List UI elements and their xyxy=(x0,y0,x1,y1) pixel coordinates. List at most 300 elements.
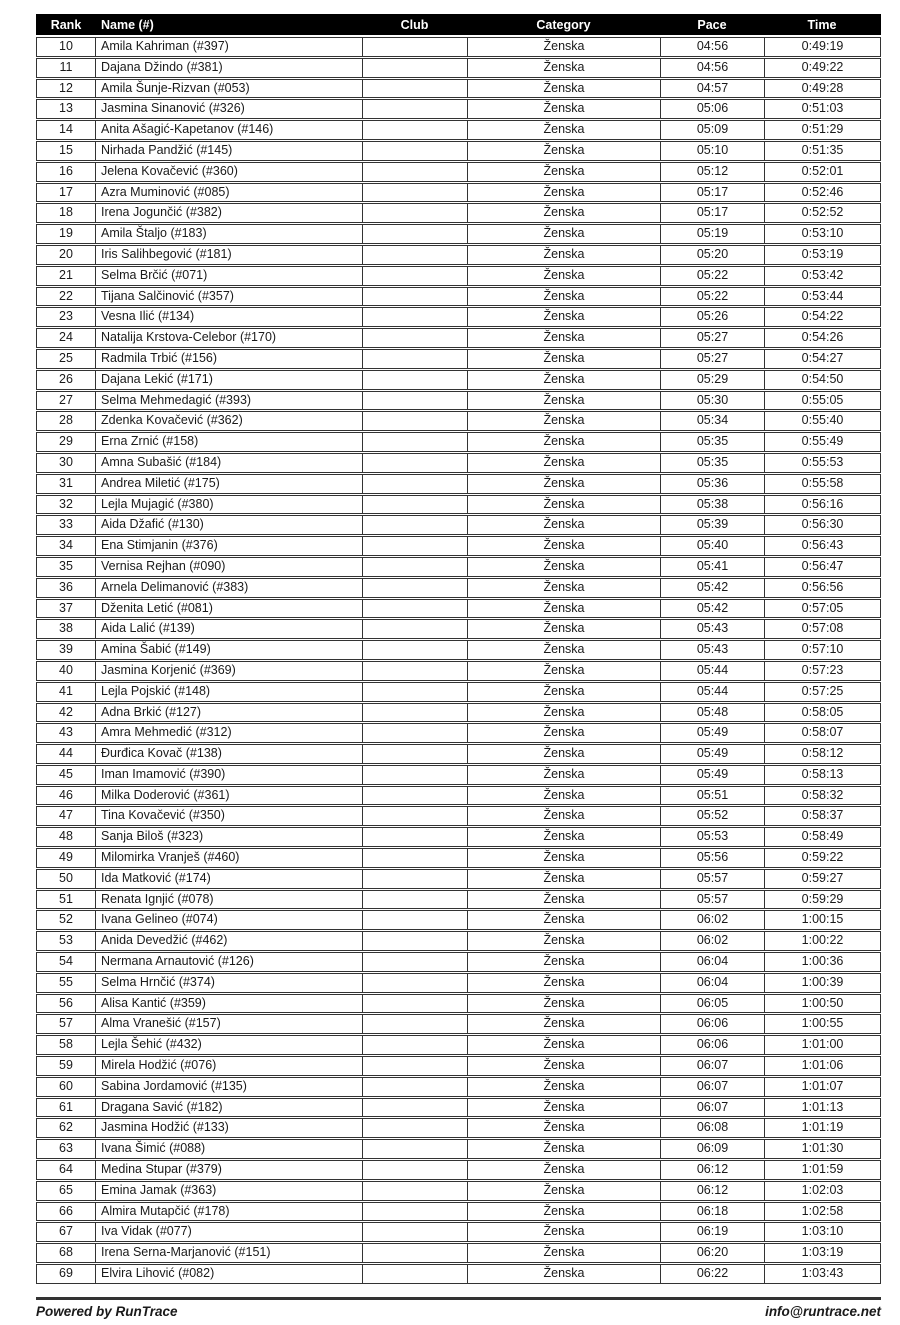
club-cell xyxy=(362,454,467,472)
name-cell: Zdenka Kovačević (#362) xyxy=(95,412,362,430)
pace-cell: 05:27 xyxy=(660,350,764,368)
category-cell: Ženska xyxy=(467,1223,660,1241)
time-cell: 0:54:27 xyxy=(764,350,880,368)
club-cell xyxy=(362,1078,467,1096)
time-cell: 0:57:10 xyxy=(764,641,880,659)
rank-cell: 19 xyxy=(59,226,73,241)
rank-cell: 29 xyxy=(59,434,73,449)
time-cell: 0:51:03 xyxy=(764,100,880,118)
name-cell: Sabina Jordamović (#135) xyxy=(95,1078,362,1096)
rank-cell: 69 xyxy=(59,1266,73,1281)
category-cell: Ženska xyxy=(467,807,660,825)
rank-cell: 28 xyxy=(59,413,73,428)
rank-cell: 44 xyxy=(59,746,73,761)
club-cell xyxy=(362,371,467,389)
time-cell: 0:54:22 xyxy=(764,308,880,326)
name-cell: Jasmina Hodžić (#133) xyxy=(95,1119,362,1137)
table-row xyxy=(36,370,881,390)
table-row xyxy=(36,432,881,452)
time-cell: 0:49:19 xyxy=(764,38,880,56)
table-row xyxy=(36,1139,881,1159)
time-cell: 1:01:00 xyxy=(764,1036,880,1054)
category-cell: Ženska xyxy=(467,1244,660,1262)
category-cell: Ženska xyxy=(467,475,660,493)
rank-cell: 31 xyxy=(59,475,73,490)
club-cell xyxy=(362,516,467,534)
pace-cell: 05:43 xyxy=(660,641,764,659)
category-cell: Ženska xyxy=(467,433,660,451)
club-cell xyxy=(362,475,467,493)
table-row xyxy=(36,515,881,535)
table-row xyxy=(36,307,881,327)
time-cell: 0:52:52 xyxy=(764,204,880,222)
category-cell: Ženska xyxy=(467,995,660,1013)
time-cell: 1:00:55 xyxy=(764,1015,880,1033)
pace-cell: 04:56 xyxy=(660,59,764,77)
rank-cell: 32 xyxy=(59,496,73,511)
name-cell: Dajana Džindo (#381) xyxy=(95,59,362,77)
time-cell: 0:53:19 xyxy=(764,246,880,264)
rank-cell: 14 xyxy=(59,122,73,137)
pace-cell: 06:18 xyxy=(660,1203,764,1221)
rank-cell: 56 xyxy=(59,995,73,1010)
name-cell: Amna Subašić (#184) xyxy=(95,454,362,472)
name-cell: Milomirka Vranješ (#460) xyxy=(95,849,362,867)
rank-cell: 18 xyxy=(59,205,73,220)
category-cell: Ženska xyxy=(467,163,660,181)
pace-cell: 06:07 xyxy=(660,1057,764,1075)
category-cell: Ženska xyxy=(467,620,660,638)
club-cell xyxy=(362,1119,467,1137)
time-cell: 0:57:08 xyxy=(764,620,880,638)
category-cell: Ženska xyxy=(467,121,660,139)
rank-cell: 49 xyxy=(59,850,73,865)
name-cell: Renata Ignjić (#078) xyxy=(95,891,362,909)
rank-cell: 11 xyxy=(59,59,73,74)
club-cell xyxy=(362,995,467,1013)
name-cell: Selma Hrnčić (#374) xyxy=(95,974,362,992)
pace-cell: 05:57 xyxy=(660,891,764,909)
table-row xyxy=(36,453,881,473)
category-cell: Ženska xyxy=(467,1203,660,1221)
table-row xyxy=(36,474,881,494)
name-cell: Medina Stupar (#379) xyxy=(95,1161,362,1179)
category-cell: Ženska xyxy=(467,142,660,160)
time-cell: 0:49:28 xyxy=(764,80,880,98)
club-cell xyxy=(362,308,467,326)
category-cell: Ženska xyxy=(467,454,660,472)
name-cell: Amina Šabić (#149) xyxy=(95,641,362,659)
time-cell: 0:57:23 xyxy=(764,662,880,680)
rank-cell: 12 xyxy=(59,80,73,95)
time-cell: 0:56:56 xyxy=(764,579,880,597)
club-cell xyxy=(362,1265,467,1283)
pace-cell: 05:44 xyxy=(660,662,764,680)
table-row xyxy=(36,141,881,161)
rank-cell: 65 xyxy=(59,1182,73,1197)
pace-cell: 06:02 xyxy=(660,911,764,929)
club-cell xyxy=(362,246,467,264)
rank-cell: 66 xyxy=(59,1203,73,1218)
table-row xyxy=(36,99,881,119)
table-row xyxy=(36,703,881,723)
rank-cell: 30 xyxy=(59,454,73,469)
name-cell: Iman Imamović (#390) xyxy=(95,766,362,784)
time-cell: 0:58:12 xyxy=(764,745,880,763)
club-cell xyxy=(362,1057,467,1075)
time-cell: 0:56:43 xyxy=(764,537,880,555)
category-cell: Ženska xyxy=(467,1078,660,1096)
club-cell xyxy=(362,537,467,555)
table-row xyxy=(36,744,881,764)
category-cell: Ženska xyxy=(467,953,660,971)
category-cell: Ženska xyxy=(467,537,660,555)
club-cell xyxy=(362,724,467,742)
time-cell: 0:59:29 xyxy=(764,891,880,909)
club-cell xyxy=(362,1161,467,1179)
pace-cell: 06:02 xyxy=(660,932,764,950)
rank-cell: 48 xyxy=(59,829,73,844)
category-cell: Ženska xyxy=(467,849,660,867)
name-cell: Nermana Arnautović (#126) xyxy=(95,953,362,971)
header-name: Name (#) xyxy=(101,18,154,32)
name-cell: Iva Vidak (#077) xyxy=(95,1223,362,1241)
club-cell xyxy=(362,1015,467,1033)
pace-cell: 06:04 xyxy=(660,953,764,971)
category-cell: Ženska xyxy=(467,932,660,950)
rank-cell: 51 xyxy=(59,891,73,906)
category-cell: Ženska xyxy=(467,1015,660,1033)
club-cell xyxy=(362,1244,467,1262)
time-cell: 0:52:46 xyxy=(764,184,880,202)
time-cell: 0:55:05 xyxy=(764,392,880,410)
pace-cell: 06:08 xyxy=(660,1119,764,1137)
club-cell xyxy=(362,787,467,805)
header-pace: Pace xyxy=(697,18,727,32)
category-cell: Ženska xyxy=(467,724,660,742)
table-row xyxy=(36,765,881,785)
rank-cell: 58 xyxy=(59,1037,73,1052)
rank-cell: 57 xyxy=(59,1016,73,1031)
club-cell xyxy=(362,496,467,514)
time-cell: 0:58:32 xyxy=(764,787,880,805)
name-cell: Jasmina Korjenić (#369) xyxy=(95,662,362,680)
category-cell: Ženska xyxy=(467,558,660,576)
time-cell: 0:57:05 xyxy=(764,600,880,618)
club-cell xyxy=(362,163,467,181)
name-cell: Amila Šunje-Rizvan (#053) xyxy=(95,80,362,98)
club-cell xyxy=(362,121,467,139)
name-cell: Jasmina Sinanović (#326) xyxy=(95,100,362,118)
table-row xyxy=(36,1035,881,1055)
rank-cell: 53 xyxy=(59,933,73,948)
category-cell: Ženska xyxy=(467,1182,660,1200)
name-cell: Anida Devedžić (#462) xyxy=(95,932,362,950)
name-cell: Jelena Kovačević (#360) xyxy=(95,163,362,181)
table-row xyxy=(36,120,881,140)
category-cell: Ženska xyxy=(467,1099,660,1117)
name-cell: Erna Zrnić (#158) xyxy=(95,433,362,451)
rank-cell: 24 xyxy=(59,330,73,345)
name-cell: Natalija Krstova-Celebor (#170) xyxy=(95,329,362,347)
club-cell xyxy=(362,184,467,202)
pace-cell: 06:09 xyxy=(660,1140,764,1158)
club-cell xyxy=(362,288,467,306)
rank-cell: 38 xyxy=(59,621,73,636)
category-cell: Ženska xyxy=(467,828,660,846)
rank-cell: 20 xyxy=(59,246,73,261)
table-row xyxy=(36,910,881,930)
rank-cell: 68 xyxy=(59,1245,73,1260)
footer xyxy=(36,1304,881,1319)
category-cell: Ženska xyxy=(467,870,660,888)
name-cell: Anita Ašagić-Kapetanov (#146) xyxy=(95,121,362,139)
table-body xyxy=(36,37,881,1284)
pace-cell: 04:57 xyxy=(660,80,764,98)
time-cell: 0:58:13 xyxy=(764,766,880,784)
category-cell: Ženska xyxy=(467,184,660,202)
name-cell: Lejla Mujagić (#380) xyxy=(95,496,362,514)
name-cell: Amila Kahriman (#397) xyxy=(95,38,362,56)
pace-cell: 06:07 xyxy=(660,1099,764,1117)
club-cell xyxy=(362,350,467,368)
name-cell: Selma Brčić (#071) xyxy=(95,267,362,285)
name-cell: Iris Salihbegović (#181) xyxy=(95,246,362,264)
table-row xyxy=(36,58,881,78)
table-row xyxy=(36,661,881,681)
name-cell: Lejla Šehić (#432) xyxy=(95,1036,362,1054)
category-cell: Ženska xyxy=(467,516,660,534)
table-row xyxy=(36,578,881,598)
club-cell xyxy=(362,1223,467,1241)
pace-cell: 05:40 xyxy=(660,537,764,555)
category-cell: Ženska xyxy=(467,59,660,77)
category-cell: Ženska xyxy=(467,1036,660,1054)
name-cell: Dženita Letić (#081) xyxy=(95,600,362,618)
table-row xyxy=(36,328,881,348)
rank-cell: 52 xyxy=(59,912,73,927)
rank-cell: 46 xyxy=(59,787,73,802)
pace-cell: 05:19 xyxy=(660,225,764,243)
table-row xyxy=(36,183,881,203)
pace-cell: 05:26 xyxy=(660,308,764,326)
table-row xyxy=(36,1118,881,1138)
pace-cell: 05:52 xyxy=(660,807,764,825)
club-cell xyxy=(362,974,467,992)
rank-cell: 43 xyxy=(59,725,73,740)
time-cell: 0:53:42 xyxy=(764,267,880,285)
club-cell xyxy=(362,433,467,451)
time-cell: 1:01:07 xyxy=(764,1078,880,1096)
table-row xyxy=(36,1264,881,1284)
club-cell xyxy=(362,1203,467,1221)
name-cell: Vesna Ilić (#134) xyxy=(95,308,362,326)
time-cell: 1:02:03 xyxy=(764,1182,880,1200)
name-cell: Irena Jogunčić (#382) xyxy=(95,204,362,222)
pace-cell: 05:17 xyxy=(660,204,764,222)
rank-cell: 42 xyxy=(59,704,73,719)
name-cell: Aida Džafić (#130) xyxy=(95,516,362,534)
club-cell xyxy=(362,412,467,430)
name-cell: Ena Stimjanin (#376) xyxy=(95,537,362,555)
category-cell: Ženska xyxy=(467,1161,660,1179)
pace-cell: 05:51 xyxy=(660,787,764,805)
pace-cell: 05:27 xyxy=(660,329,764,347)
pace-cell: 05:53 xyxy=(660,828,764,846)
table-row xyxy=(36,37,881,57)
pace-cell: 06:19 xyxy=(660,1223,764,1241)
table-row xyxy=(36,1181,881,1201)
rank-cell: 10 xyxy=(59,39,73,53)
name-cell: Tina Kovačević (#350) xyxy=(95,807,362,825)
category-cell: Ženska xyxy=(467,38,660,56)
rank-cell: 23 xyxy=(59,309,73,324)
club-cell xyxy=(362,329,467,347)
club-cell xyxy=(362,662,467,680)
pace-cell: 04:56 xyxy=(660,38,764,56)
pace-cell: 05:17 xyxy=(660,184,764,202)
time-cell: 0:51:29 xyxy=(764,121,880,139)
pace-cell: 05:48 xyxy=(660,704,764,722)
pace-cell: 06:04 xyxy=(660,974,764,992)
club-cell xyxy=(362,1099,467,1117)
rank-cell: 25 xyxy=(59,350,73,365)
time-cell: 1:03:43 xyxy=(764,1265,880,1283)
category-cell: Ženska xyxy=(467,662,660,680)
time-cell: 0:54:26 xyxy=(764,329,880,347)
name-cell: Ivana Šimić (#088) xyxy=(95,1140,362,1158)
name-cell: Radmila Trbić (#156) xyxy=(95,350,362,368)
rank-cell: 50 xyxy=(59,870,73,885)
time-cell: 0:59:22 xyxy=(764,849,880,867)
rank-cell: 54 xyxy=(59,954,73,969)
time-cell: 1:00:36 xyxy=(764,953,880,971)
category-cell: Ženska xyxy=(467,600,660,618)
club-cell xyxy=(362,745,467,763)
table-row xyxy=(36,1243,881,1263)
name-cell: Vernisa Rejhan (#090) xyxy=(95,558,362,576)
pace-cell: 05:06 xyxy=(660,100,764,118)
pace-cell: 05:10 xyxy=(660,142,764,160)
rank-cell: 45 xyxy=(59,766,73,781)
table-row xyxy=(36,411,881,431)
table-row xyxy=(36,266,881,286)
name-cell: Andrea Miletić (#175) xyxy=(95,475,362,493)
table-row xyxy=(36,931,881,951)
time-cell: 0:57:25 xyxy=(764,683,880,701)
category-cell: Ženska xyxy=(467,974,660,992)
footer-divider xyxy=(36,1297,881,1300)
table-row xyxy=(36,890,881,910)
category-cell: Ženska xyxy=(467,745,660,763)
name-cell: Tijana Salčinović (#357) xyxy=(95,288,362,306)
category-cell: Ženska xyxy=(467,1119,660,1137)
results-table xyxy=(36,14,881,1284)
table-row xyxy=(36,869,881,889)
rank-cell: 16 xyxy=(59,163,73,178)
pace-cell: 05:09 xyxy=(660,121,764,139)
category-cell: Ženska xyxy=(467,225,660,243)
table-row xyxy=(36,391,881,411)
club-cell xyxy=(362,558,467,576)
table-row xyxy=(36,599,881,619)
pace-cell: 06:12 xyxy=(660,1161,764,1179)
time-cell: 0:58:49 xyxy=(764,828,880,846)
table-row xyxy=(36,1014,881,1034)
pace-cell: 06:05 xyxy=(660,995,764,1013)
pace-cell: 05:42 xyxy=(660,600,764,618)
pace-cell: 05:20 xyxy=(660,246,764,264)
club-cell xyxy=(362,849,467,867)
rank-cell: 33 xyxy=(59,517,73,532)
category-cell: Ženska xyxy=(467,1265,660,1283)
club-cell xyxy=(362,600,467,618)
pace-cell: 05:43 xyxy=(660,620,764,638)
club-cell xyxy=(362,1036,467,1054)
club-cell xyxy=(362,828,467,846)
powered-by-text: Powered by RunTrace xyxy=(36,1304,178,1319)
time-cell: 1:03:19 xyxy=(764,1244,880,1262)
time-cell: 1:01:30 xyxy=(764,1140,880,1158)
category-cell: Ženska xyxy=(467,412,660,430)
table-row xyxy=(36,349,881,369)
category-cell: Ženska xyxy=(467,641,660,659)
category-cell: Ženska xyxy=(467,579,660,597)
name-cell: Dajana Lekić (#171) xyxy=(95,371,362,389)
time-cell: 1:02:58 xyxy=(764,1203,880,1221)
name-cell: Elvira Lihović (#082) xyxy=(95,1265,362,1283)
rank-cell: 13 xyxy=(59,101,73,116)
club-cell xyxy=(362,766,467,784)
category-cell: Ženska xyxy=(467,246,660,264)
time-cell: 0:52:01 xyxy=(764,163,880,181)
name-cell: Lejla Pojskić (#148) xyxy=(95,683,362,701)
rank-cell: 39 xyxy=(59,642,73,657)
pace-cell: 05:34 xyxy=(660,412,764,430)
header-category: Category xyxy=(536,18,591,32)
club-cell xyxy=(362,1140,467,1158)
category-cell: Ženska xyxy=(467,288,660,306)
table-row xyxy=(36,682,881,702)
club-cell xyxy=(362,683,467,701)
time-cell: 1:00:22 xyxy=(764,932,880,950)
pace-cell: 06:07 xyxy=(660,1078,764,1096)
time-cell: 0:55:58 xyxy=(764,475,880,493)
table-row xyxy=(36,287,881,307)
pace-cell: 05:39 xyxy=(660,516,764,534)
pace-cell: 06:06 xyxy=(660,1015,764,1033)
time-cell: 1:00:39 xyxy=(764,974,880,992)
contact-email: info@runtrace.net xyxy=(765,1304,881,1319)
time-cell: 1:01:59 xyxy=(764,1161,880,1179)
name-cell: Irena Serna-Marjanović (#151) xyxy=(95,1244,362,1262)
club-cell xyxy=(362,579,467,597)
table-row xyxy=(36,973,881,993)
pace-cell: 05:57 xyxy=(660,870,764,888)
category-cell: Ženska xyxy=(467,683,660,701)
time-cell: 1:01:19 xyxy=(764,1119,880,1137)
time-cell: 0:55:49 xyxy=(764,433,880,451)
category-cell: Ženska xyxy=(467,308,660,326)
time-cell: 0:55:40 xyxy=(764,412,880,430)
table-row xyxy=(36,619,881,639)
club-cell xyxy=(362,267,467,285)
rank-cell: 61 xyxy=(59,1099,73,1114)
name-cell: Mirela Hodžić (#076) xyxy=(95,1057,362,1075)
club-cell xyxy=(362,953,467,971)
rank-cell: 64 xyxy=(59,1162,73,1177)
time-cell: 0:59:27 xyxy=(764,870,880,888)
